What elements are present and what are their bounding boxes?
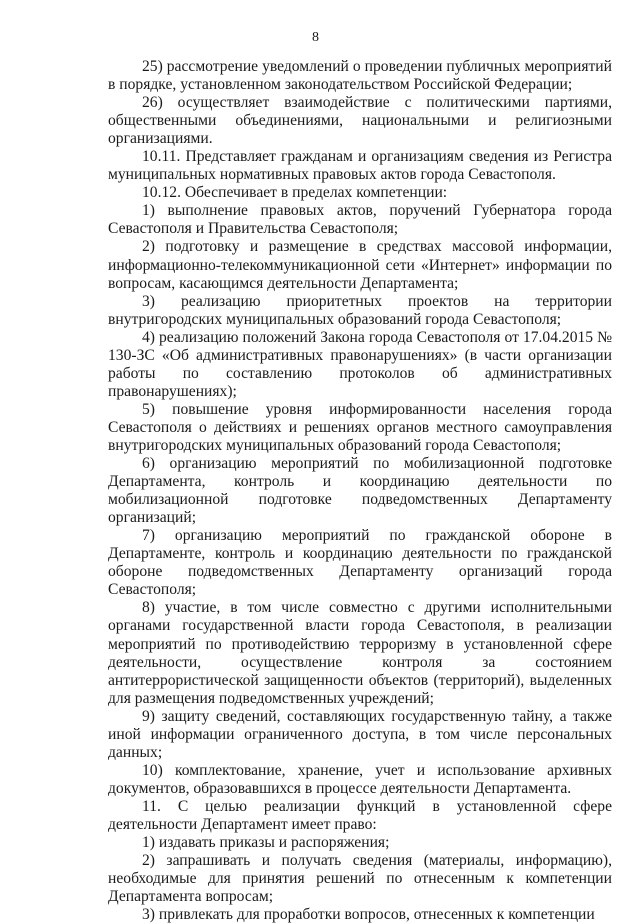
paragraph-10-11: 10.11. Представляет гражданам и организациям сведения из Регистра муниципальных нормативных правовых актов города Севастополя. xyxy=(108,148,612,184)
paragraph-item-8: 8) участие, в том числе совместно с другими исполнительными органами государственной власти города Севастополя, в реализации мероприятий по противодействию терроризму в установленной сфере деятельности, осуществление контроля за состоянием антитеррористической защищенности объектов (территорий), выделенных для размещения подведомственных учреждений; xyxy=(108,599,612,707)
paragraph-item-5: 5) повышение уровня информированности населения города Севастополя о действиях и решениях органов местного самоуправления внутригородских муниципальных образований города Севастополя; xyxy=(108,400,612,454)
paragraph-right-2: 2) запрашивать и получать сведения (материалы, информацию), необходимые для принятия решений по отнесенным к компетенции Департамента вопросам; xyxy=(108,852,612,906)
paragraph-item-10: 10) комплектование, хранение, учет и использование архивных документов, образовавшихся в процессе деятельности Департамента. xyxy=(108,761,612,797)
paragraph-item-9: 9) защиту сведений, составляющих государственную тайну, а также иной информации ограниченного доступа, в том числе персональных данных; xyxy=(108,707,612,761)
paragraph-right-1: 1) издавать приказы и распоряжения; xyxy=(142,834,390,852)
paragraph-11: 11. С целью реализации функций в установленной сфере деятельности Департамент имеет право: xyxy=(108,797,612,833)
paragraph-right-3: 3) привлекать для проработки вопросов, отнесенных к компетенции xyxy=(142,906,595,924)
paragraph-item-26: 26) осуществляет взаимодействие с политическими партиями, общественными объединениями, национальными и религиозными организациями. xyxy=(108,94,612,148)
paragraph-item-4: 4) реализацию положений Закона города Севастополя от 17.04.2015 № 130-ЗС «Об административных правонарушениях» (в части организации работы по составлению протоколов об административных правонарушениях); xyxy=(108,328,612,400)
paragraph-item-3: 3) реализацию приоритетных проектов на территории внутригородских муниципальных образований города Севастополя; xyxy=(108,292,612,328)
paragraph-item-7: 7) организацию мероприятий по гражданской обороне в Департаменте, контроль и координацию деятельности по гражданской обороне подведомственных Департаменту организаций города Севастополя; xyxy=(108,527,612,599)
paragraph-item-25: 25) рассмотрение уведомлений о проведении публичных мероприятий в порядке, установленном законодательством Российской Федерации; xyxy=(108,58,612,94)
page-number: 8 xyxy=(312,30,319,45)
paragraph-10-12: 10.12. Обеспечивает в пределах компетенции: xyxy=(142,184,448,202)
document-body xyxy=(108,58,612,924)
paragraph-item-6: 6) организацию мероприятий по мобилизационной подготовке Департамента, контроль и координацию деятельности по мобилизационной подготовке подведомственных Департаменту организаций; xyxy=(108,455,612,527)
paragraph-item-1: 1) выполнение правовых актов, поручений Губернатора города Севастополя и Правительства Севастополя; xyxy=(108,202,612,238)
paragraph-item-2: 2) подготовку и размещение в средствах массовой информации, информационно-телекоммуникационной сети «Интернет» информации по вопросам, касающимся деятельности Департамента; xyxy=(108,238,612,292)
